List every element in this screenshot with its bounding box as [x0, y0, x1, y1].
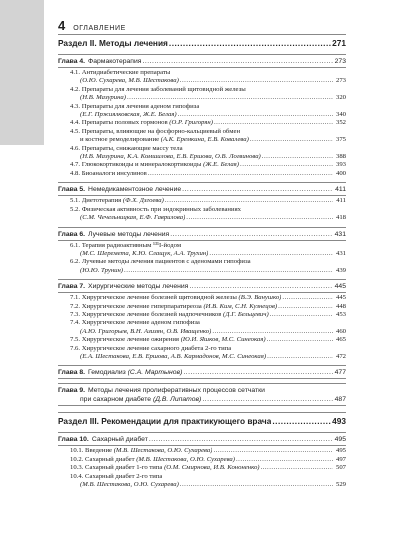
entry-number: 4.4.	[70, 119, 81, 127]
entry-author: (Ю.Ю. Трунин)	[80, 266, 124, 274]
chapter-7-heading	[58, 279, 346, 293]
chapter-10-heading	[58, 432, 346, 446]
toc-entry	[58, 69, 346, 77]
chapter-label: Глава 8.	[58, 369, 86, 377]
entry-number: 4.5.	[70, 127, 81, 135]
toc-entry-cont	[58, 481, 346, 489]
chapter-title: Гемодиализ	[88, 369, 126, 377]
entry-author: (Н.В. Мазурина, К.А. Комшилова, Е.В. Ершова, О.В. Логвинова)	[80, 153, 261, 161]
page-ref: 448	[335, 302, 346, 310]
entry-title: Препараты, снижающие массу тела	[81, 144, 183, 152]
entry-number: 6.2.	[70, 258, 81, 266]
chapter-label: Глава 6.	[58, 230, 86, 238]
entry-author: (М.В. Шестакова, О.Ю. Сухарева)	[80, 481, 179, 488]
toc-entry-cont	[58, 153, 346, 161]
page-ref: 431	[335, 249, 346, 257]
page-ref: 393	[335, 161, 346, 169]
toc-entry	[58, 242, 346, 250]
page-ref: 445	[335, 294, 346, 302]
entry-title: Препараты для лечения аденом гипофиза	[81, 102, 200, 110]
entry-author: (С.М. Чечельницкая, Е.Ф. Гаврилова)	[80, 214, 186, 222]
entry-title: Глюкокортикоиды и минералокортикоиды	[81, 161, 202, 169]
chapter-title: Фармакотерапия	[88, 58, 142, 65]
chapter-8-heading	[58, 365, 346, 379]
entry-number: 6.1.	[70, 241, 81, 249]
entry-title: Терапия радиоактивным ¹³¹I-йодом	[81, 241, 182, 249]
entry-number: 7.5.	[70, 336, 81, 344]
chapter-title: Лучевые методы лечения	[88, 230, 170, 238]
entry-number: 7.3.	[70, 310, 81, 318]
entry-title: Препараты половых гормонов	[81, 119, 168, 127]
chapter-title-cont: при сахарном диабете	[80, 396, 152, 404]
entry-title: Хирургическое лечение болезней надпочечников	[81, 310, 222, 318]
page-ref: 375	[335, 136, 346, 144]
entry-author: (А.Ю. Григорьев, В.Н. Азизян, О.В. Иващенко)	[80, 327, 212, 335]
entry-title: Физическая активность при эндокринных заболеваниях	[81, 205, 242, 213]
chapter-label: Глава 7.	[58, 283, 86, 291]
page-ref: 493	[332, 416, 346, 427]
chapter-label: Глава 9.	[58, 387, 86, 395]
entry-author: (Ф.Х. Дзгоева)	[122, 197, 164, 205]
page-ref: 431	[334, 230, 346, 238]
toc-entry	[58, 311, 346, 319]
part-title: Раздел III. Рекомендации для практикующего врача	[58, 416, 272, 427]
page-ref: 465	[335, 336, 346, 344]
entry-author: (И.В. Ким, С.Н. Кузнецов)	[203, 302, 278, 310]
toc-entry	[58, 473, 346, 481]
entry-author: (Е.А. Шестакова, Е.В. Ершова, А.В. Кармадонов, М.С. Синеокая)	[80, 352, 267, 360]
side-tab-marker	[0, 0, 44, 145]
chapter-5-heading	[58, 182, 346, 196]
entry-author: (Н.В. Мазурина)	[80, 94, 126, 102]
page-ref: 411	[336, 197, 346, 205]
toc-entry	[58, 336, 346, 344]
toc-entry	[58, 345, 346, 353]
entry-author: (Е.Г. Пржиялковская, Ж.Е. Белая)	[80, 111, 177, 119]
entry-number: 7.1.	[70, 294, 81, 302]
page-ref: 273	[335, 77, 346, 85]
toc-entry-cont	[58, 267, 346, 275]
page-number: 4	[58, 18, 66, 33]
chapter-6-entries	[58, 241, 346, 276]
toc-entry	[58, 447, 346, 455]
toc-entry	[58, 119, 346, 127]
part-2-heading	[58, 34, 346, 50]
toc-entry-cont	[58, 77, 346, 85]
chapter-title: Методы лечения пролиферативных процессов сетчатки	[88, 387, 265, 395]
toc-entry	[58, 258, 346, 266]
toc-entry-cont	[58, 328, 346, 336]
toc-entry-cont	[58, 250, 346, 258]
part-title: Раздел II. Методы лечения	[58, 38, 168, 48]
page-ref: 388	[335, 153, 346, 161]
entry-number: 5.1.	[70, 197, 81, 205]
page-header	[58, 18, 126, 33]
toc-entry-cont	[58, 136, 346, 144]
page-ref: 497	[335, 455, 346, 463]
page-ref: 411	[335, 186, 346, 194]
entry-title: Антидиабетические препараты	[81, 69, 171, 76]
toc-entry	[58, 294, 346, 302]
entry-author: (О.Р. Григорян)	[169, 119, 213, 127]
page-ref: 445	[334, 283, 346, 291]
entry-author: (Ю.И. Яшков, М.С. Синеокая)	[180, 336, 266, 344]
entry-title: Хирургическое лечение аденом гипофиза	[81, 319, 200, 327]
toc-entry	[58, 456, 346, 464]
toc-entry-cont	[58, 94, 346, 102]
entry-number: 4.7.	[70, 161, 81, 169]
chapter-label: Глава 10.	[58, 436, 89, 444]
entry-author: (М.В. Шестакова, О.Ю. Сухарева)	[136, 455, 235, 463]
page-ref: 453	[335, 310, 346, 318]
chapter-title: Немедикаментозное лечение	[88, 186, 182, 194]
page-ref: 352	[335, 119, 346, 127]
entry-title: Препараты для лечения заболеваний щитовидной железы	[81, 85, 246, 93]
toc-entry	[58, 464, 346, 472]
chapter-author: (Д.В. Липатов)	[152, 396, 202, 404]
chapter-7-entries	[58, 293, 346, 361]
entry-number: 10.4.	[70, 472, 84, 480]
entry-author: (Д.Г. Бельцевич)	[223, 310, 269, 318]
entry-author: (В.Э. Ванушко)	[238, 294, 282, 302]
chapter-label: Глава 4.	[58, 58, 86, 65]
entry-author: (О.Ю. Сухарева, М.В. Шестакова)	[80, 77, 179, 85]
entry-author: (А.К. Еремкина, Е.В. Ковалева)	[160, 136, 249, 144]
toc-entry	[58, 86, 346, 94]
page-ref: 439	[335, 266, 346, 274]
chapter-5-entries	[58, 196, 346, 222]
part-3-heading	[58, 412, 346, 428]
entry-title: Диетотерапия	[81, 197, 122, 205]
entry-number: 7.6.	[70, 344, 81, 352]
chapter-4-heading	[58, 54, 346, 68]
entry-title: Сахарный диабет 2-го типа	[85, 472, 163, 480]
chapter-title: Хирургические методы лечения	[88, 283, 189, 291]
entry-number: 4.8.	[70, 169, 81, 177]
entry-title: Хирургическое лечение ожирения	[81, 336, 180, 344]
toc-entry-cont	[58, 353, 346, 361]
entry-title-cont: и костное ремоделирование	[80, 136, 160, 144]
entry-title: Биоаналоги инсулинов	[81, 169, 147, 177]
page-ref: 495	[335, 447, 346, 455]
toc-entry	[58, 319, 346, 327]
toc-entry	[58, 170, 346, 178]
entry-number: 10.1.	[70, 447, 84, 455]
chapter-10-entries	[58, 446, 346, 489]
chapter-4-entries	[58, 68, 346, 178]
entry-author: (О.М. Смирнова, И.В. Кононенко)	[164, 464, 260, 472]
table-of-contents	[58, 34, 346, 489]
chapter-9-heading	[58, 383, 346, 406]
entry-number: 4.2.	[70, 85, 81, 93]
entry-number: 7.2.	[70, 302, 81, 310]
chapter-6-heading	[58, 227, 346, 241]
entry-author: (М.С. Шеремета, К.Ю. Слащук, А.А. Трухин)	[80, 249, 209, 257]
page-ref: 418	[335, 214, 346, 222]
page-ref: 507	[335, 464, 346, 472]
page-ref: 340	[335, 111, 346, 119]
entry-title: Хирургическое лечение сахарного диабета 2-го типа	[81, 344, 232, 352]
entry-title: Введение	[85, 447, 113, 455]
entry-title: Хирургическое лечение гиперпаратиреоза	[81, 302, 202, 310]
toc-entry-cont	[58, 111, 346, 119]
toc-entry	[58, 103, 346, 111]
entry-number: 4.3.	[70, 102, 81, 110]
entry-number: 10.3.	[70, 464, 84, 472]
entry-number: 10.2.	[70, 455, 84, 463]
page-ref: 273	[334, 58, 346, 65]
toc-entry	[58, 161, 346, 169]
page-ref: 495	[334, 436, 346, 444]
page-ref: 460	[335, 327, 346, 335]
entry-title: Сахарный диабет	[85, 455, 135, 463]
page-ref: 400	[335, 169, 346, 177]
page-ref: 271	[332, 38, 346, 48]
page-ref: 487	[334, 396, 346, 404]
toc-entry	[58, 303, 346, 311]
entry-number: 4.1.	[70, 69, 81, 76]
chapter-title: Сахарный диабет	[91, 436, 148, 444]
running-title: ОГЛАВЛЕНИЕ	[73, 25, 126, 32]
page-ref: 320	[335, 94, 346, 102]
entry-author: (Ж.Е. Белая)	[203, 161, 240, 169]
entry-title: Сахарный диабет 1-го типа	[85, 464, 163, 472]
page-ref: 477	[334, 369, 346, 377]
entry-author: (М.В. Шестакова, О.Ю. Сухарева)	[113, 447, 213, 455]
chapter-author: (С.А. Мартынов)	[127, 369, 183, 377]
page-ref: 529	[335, 481, 346, 488]
toc-entry	[58, 128, 346, 136]
entry-title: Хирургическое лечение болезней щитовидной железы	[81, 294, 237, 302]
entry-number: 7.4.	[70, 319, 81, 327]
page-ref: 472	[335, 352, 346, 360]
entry-title: Лучевые методы лечения пациентов с аденомами гипофиза	[81, 258, 251, 266]
toc-entry-cont	[58, 214, 346, 222]
chapter-label: Глава 5.	[58, 186, 86, 194]
toc-entry	[58, 206, 346, 214]
entry-number: 4.6.	[70, 144, 81, 152]
entry-title: Препараты, влияющие на фосфорно-кальциевый обмен	[81, 127, 241, 135]
toc-entry	[58, 145, 346, 153]
entry-number: 5.2.	[70, 205, 81, 213]
toc-entry	[58, 197, 346, 205]
